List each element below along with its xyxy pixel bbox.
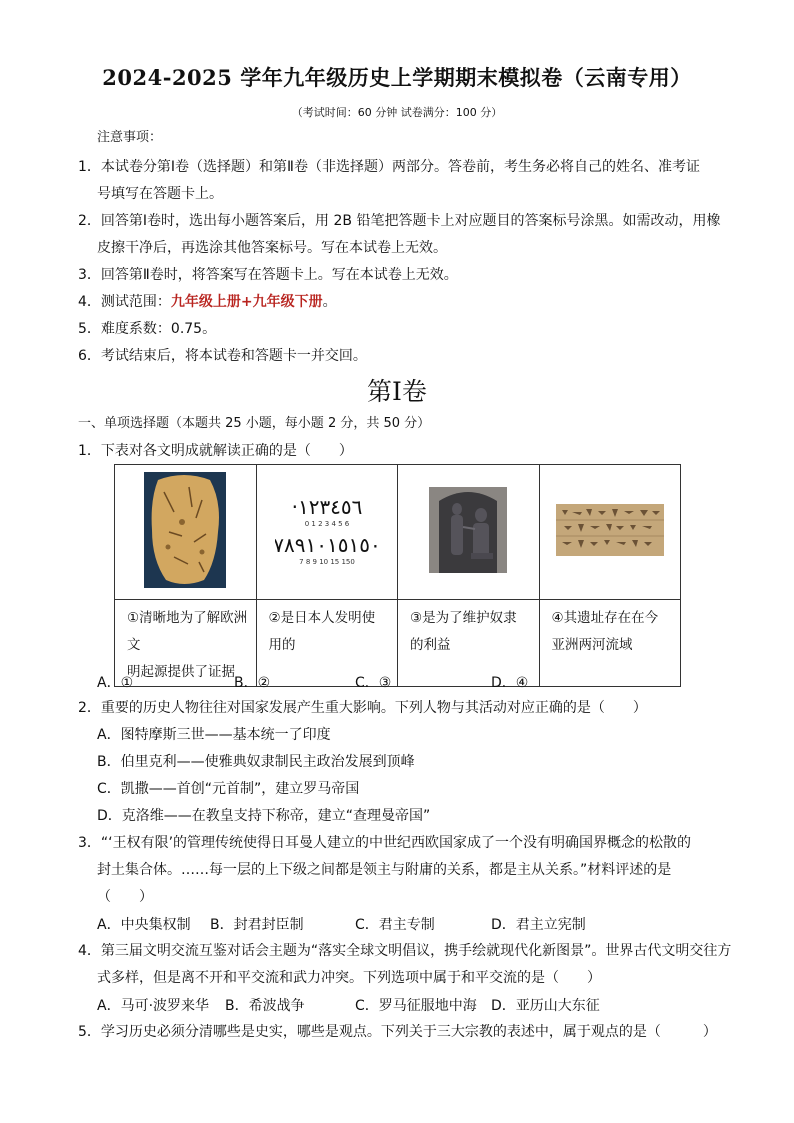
notice-item-text: 测试范围： [100,294,171,310]
cuneiform-tablet-image [556,504,664,556]
test-scope-highlight: 九年级上册+九年级下册 [170,294,323,310]
notice-item-2-cont: 皮擦干净后，再选涂其他答案标号。写在本试卷上无效。 [97,240,447,256]
option-d[interactable]: D．克洛维——在教皇支持下称帝，建立“查理曼帝国” [97,808,431,824]
table-cell [398,465,540,600]
caption-line: 的利益 [410,637,451,653]
digits-top-row: 0 1 2 3 4 5 6 [304,520,350,528]
oracle-bone-image [144,472,226,588]
question-4-options [97,995,697,1015]
notice-item-text: 考试结束后，将本试卷和答题卡一并交回。 [100,348,367,364]
numerals-top-row: ·١٢٣٤٥٦ [291,495,363,519]
question-3-stem: 3．“‘王权有限’的管理传统使得日耳曼人建立的中世纪西欧国家成了一个没有明确国界概念的松散的 [78,835,692,851]
question-4-stem: 4．第三届文明交流互鉴对话会主题为“落实全球文明倡议，携手绘就现代化新图景”。世界古代文明交往方 [78,943,732,959]
option-a[interactable]: A．图特摩斯三世——基本统一了印度 [97,727,331,743]
table-cell [115,465,257,600]
notice-item-2 [78,211,720,231]
exam-subtitle: （考试时间：60 分钟 试卷满分：100 分） [291,106,503,119]
notice-item-text: 本试卷分第Ⅰ卷（选择题）和第Ⅱ卷（非选择题）两部分。答卷前，考生务必将自己的姓名、准考证 [100,159,700,175]
notice-item-number: 3． [78,267,101,283]
notice-item-text: 难度系数：0.75。 [100,321,217,337]
notice-heading: 注意事项： [97,130,163,145]
notice-item-number: 5． [78,321,101,337]
notice-item-1 [78,157,700,177]
question-1-table [114,464,681,687]
question-3-stem-cont: 封土集合体。……每一层的上下级之间都是领主与附庸的关系，都是主从关系。”材料评述的是 [97,862,672,878]
option-b[interactable]: B．② [234,675,271,691]
caption-line: ④其遗址存在在今 [551,610,659,626]
notice-item-6 [78,346,367,366]
option-d[interactable]: D．④ [491,675,529,691]
option-a[interactable]: A．中央集权制 [97,917,191,933]
question-3-stem-cont: （ ） [97,889,153,905]
option-b[interactable]: B．封君封臣制 [210,917,304,933]
hammurabi-code-stele-image [429,487,507,573]
notice-item-text: 回答第Ⅰ卷时，选出每小题答案后，用 2B 铅笔把答题卡上对应题目的答案标号涂黑。如需改动，用橡 [100,213,721,229]
section-title: 第Ⅰ卷 [367,377,427,406]
caption-line: 明起源提供了证据 [127,664,235,680]
question-2-stem: 2．重要的历史人物往往对国家发展产生重大影响。下列人物与其活动对应正确的是（ ） [78,700,647,716]
option-a[interactable]: A．马可·波罗来华 [97,998,210,1014]
question-1-options [97,672,697,692]
numerals-bottom-row: ٧٨٩١٠١٥١٥٠ [274,533,379,557]
option-d[interactable]: D．亚历山大东征 [491,998,600,1014]
digits-bottom-row: 7 8 9 10 15 150 [298,558,355,566]
option-c[interactable]: C．罗马征服地中海 [355,998,477,1014]
exam-title: 2024-2025 学年九年级历史上学期期末模拟卷（云南专用） [102,65,692,90]
notice-item-1-cont: 号填写在答题卡上。 [97,186,223,202]
option-c[interactable]: C．凯撒——首创“元首制”，建立罗马帝国 [97,781,360,797]
question-4-stem-cont: 式多样，但是离不开和平交流和武力冲突。下列选项中属于和平交流的是（ ） [97,970,601,986]
question-5-stem: 5．学习历史必须分清哪些是史实，哪些是观点。下列关于三大宗教的表述中，属于观点的是（ ） [78,1024,717,1040]
option-a[interactable]: A．① [97,675,134,691]
option-b[interactable]: B．伯里克利——使雅典奴隶制民主政治发展到顶峰 [97,754,415,770]
notice-item-text: 回答第Ⅱ卷时，将答案写在答题卡上。写在本试卷上无效。 [100,267,458,283]
table-cell [256,465,398,600]
arabic-numerals-image [275,490,379,570]
part-heading: 一、单项选择题（本题共 25 小题，每小题 2 分，共 50 分） [78,416,431,431]
notice-item-number: 2． [78,213,101,229]
notice-item-4 [78,292,337,312]
notice-item-number: 4． [78,294,101,310]
notice-item-number: 6． [78,348,101,364]
question-3-options [97,914,697,934]
notice-item-5 [78,319,216,339]
question-1-stem: 1．下表对各文明成就解读正确的是（ ） [78,443,353,459]
caption-line: 用的 [268,637,296,653]
option-b[interactable]: B．希波战争 [225,998,305,1014]
option-c[interactable]: C．君主专制 [355,917,435,933]
table-cell [539,465,681,600]
caption-line: ①清晰地为了解欧洲文 [127,610,248,653]
notice-item-3 [78,265,458,285]
caption-line: ③是为了维护奴隶 [410,610,517,626]
option-c[interactable]: C．③ [355,675,392,691]
option-d[interactable]: D．君主立宪制 [491,917,586,933]
notice-item-number: 1． [78,159,101,175]
caption-line: ②是日本人发明使 [268,610,376,626]
notice-item-text: 。 [322,294,337,310]
caption-line: 亚洲两河流域 [551,637,633,653]
